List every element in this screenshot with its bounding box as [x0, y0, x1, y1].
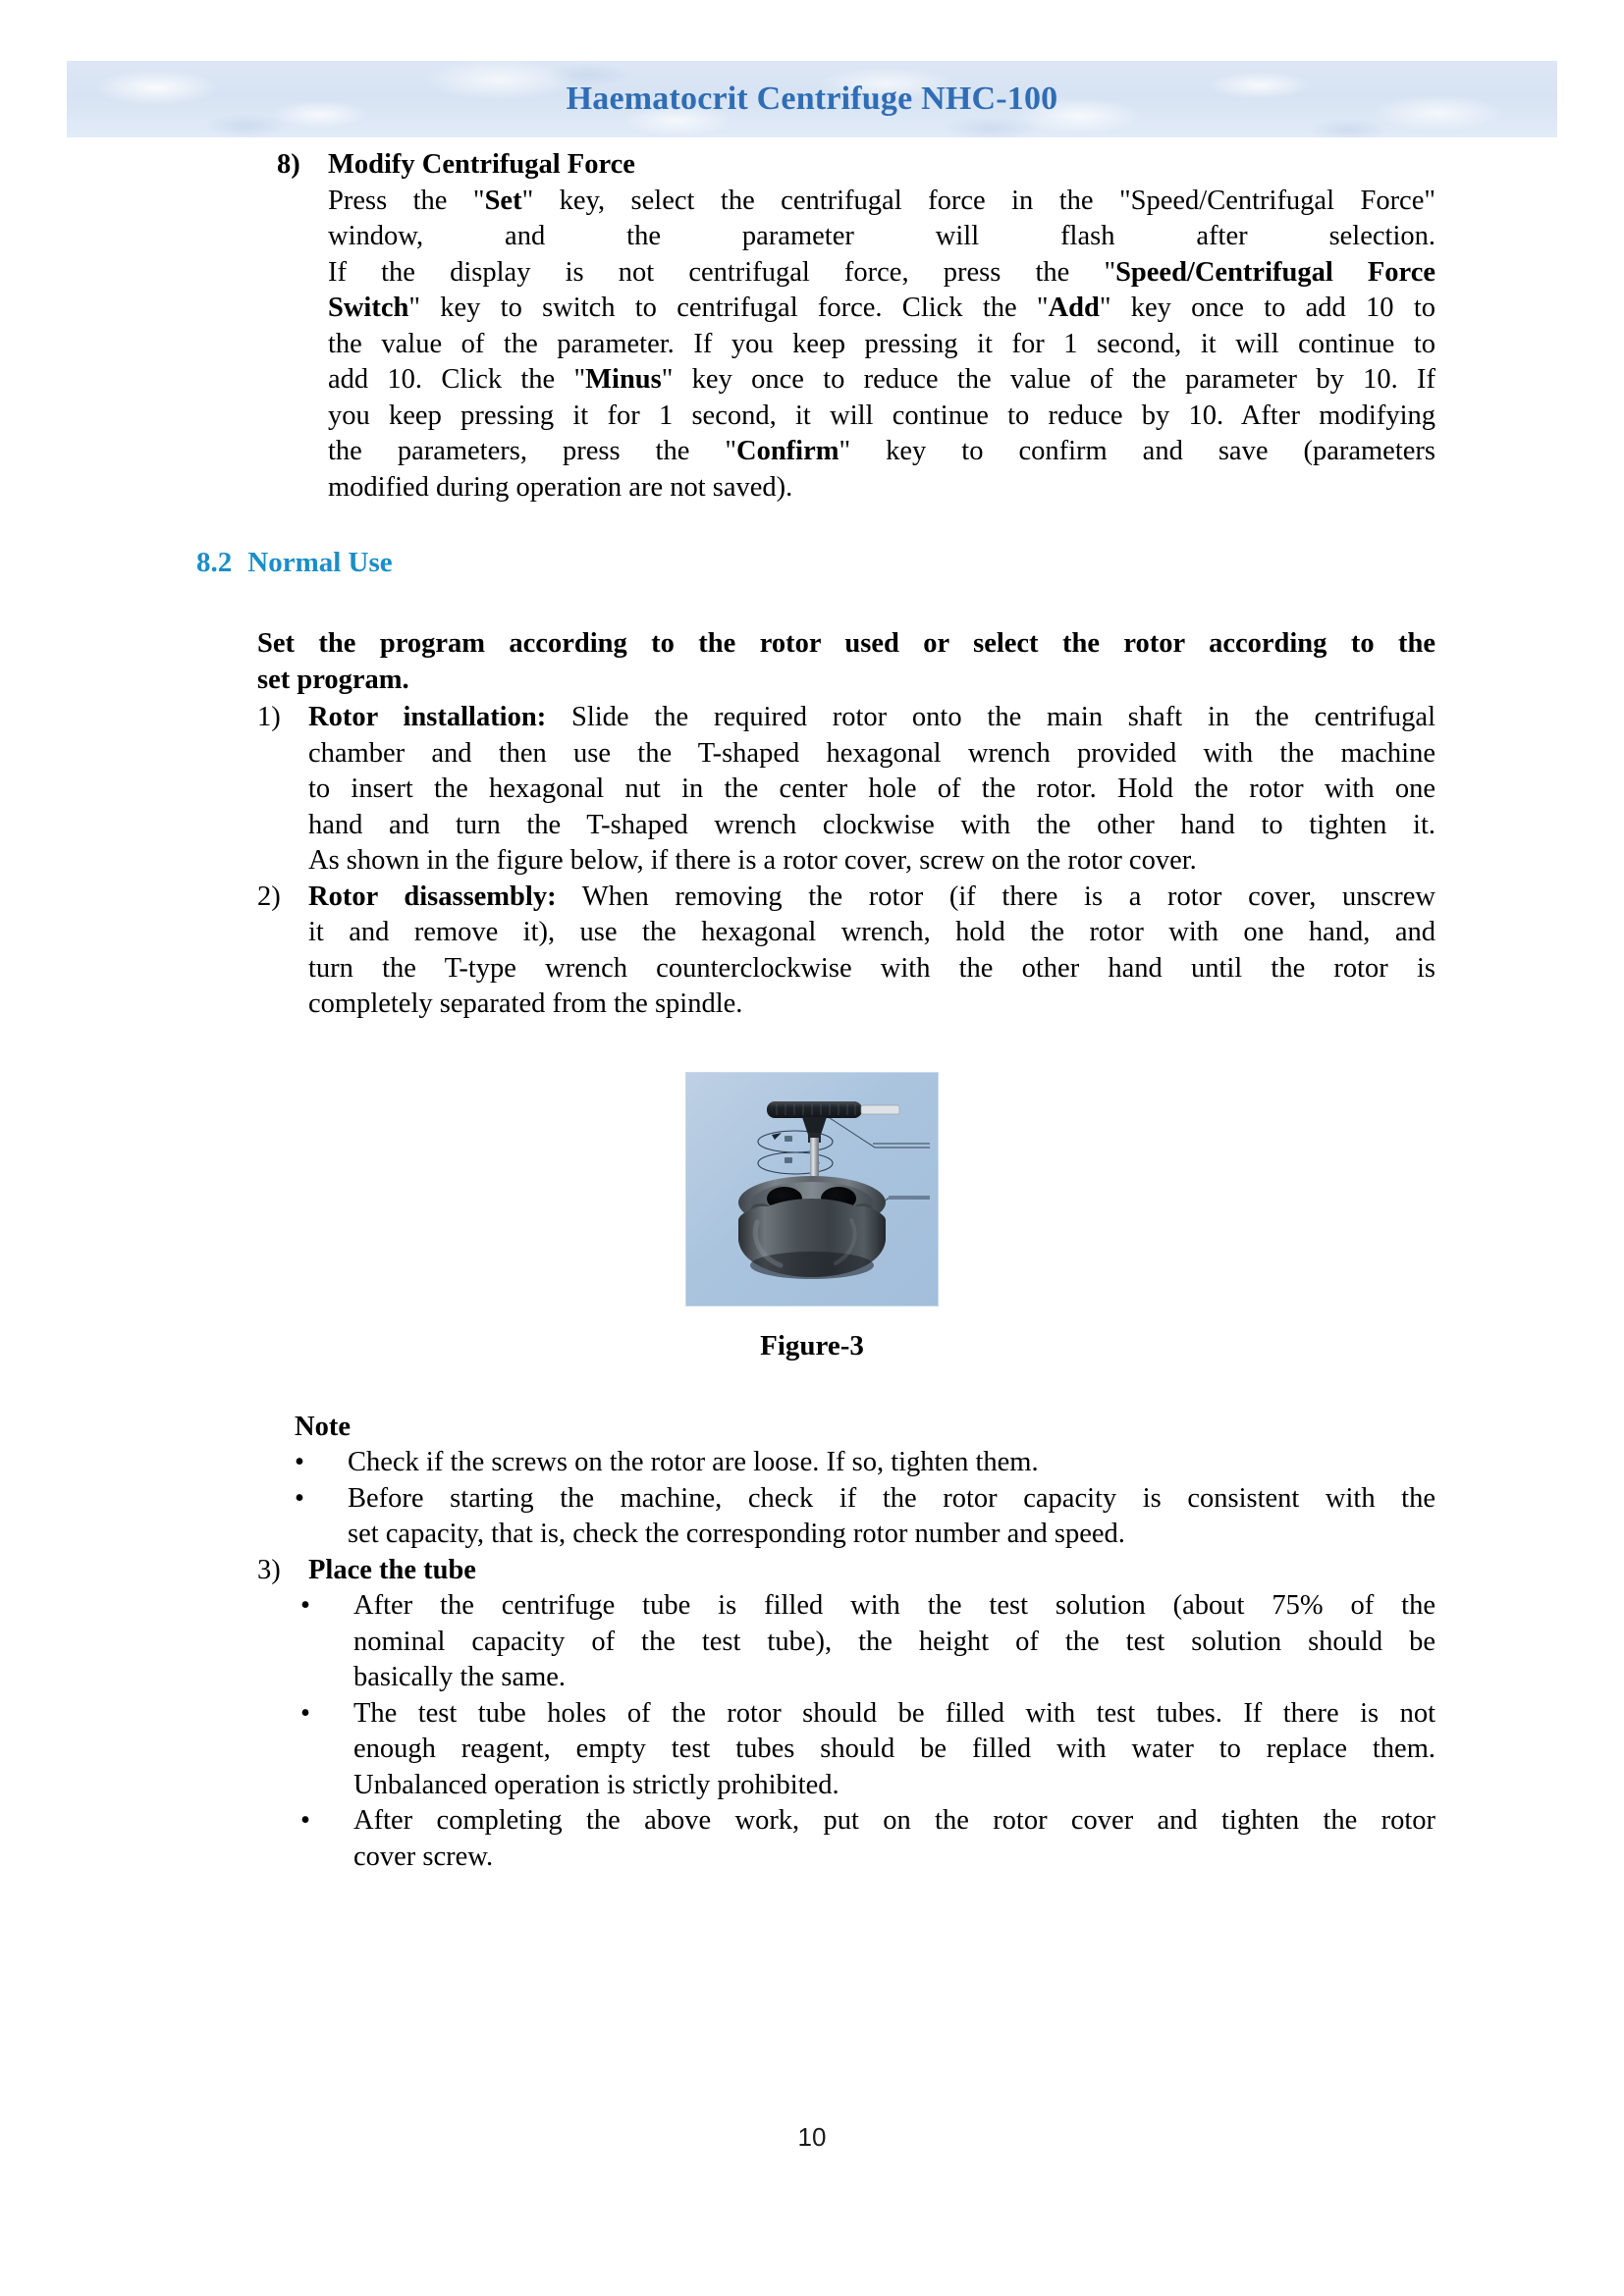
item-8-heading-row: [277, 147, 1435, 184]
item-2-row: [257, 880, 1435, 1023]
text-line: If the display is not centrifugal force, press the "Speed/Centrifugal Force: [328, 256, 1435, 288]
item-8-marker: 8): [277, 149, 300, 180]
numbered-item-3: [257, 1553, 1435, 1876]
bullet-icon: •: [295, 1447, 304, 1477]
text-line: Unbalanced operation is strictly prohibited.: [353, 1769, 839, 1800]
list-item-text: [353, 1588, 1435, 1696]
item-8-title: Modify Centrifugal Force: [328, 149, 635, 180]
text-line: Before starting the machine, check if the rotor capacity is consistent with the: [348, 1482, 1435, 1514]
item-2-marker: 2): [257, 881, 281, 912]
text-line: it and remove it), use the hexagonal wrench, hold the rotor with one hand, and: [308, 917, 1435, 947]
text-line: the value of the parameter. If you keep pressing it for 1 second, it will continue to: [328, 328, 1435, 359]
text-line: set program.: [257, 664, 409, 695]
section-heading-8-2: [196, 547, 1624, 579]
item-3-marker: 3): [257, 1554, 281, 1585]
text-line: Check if the screws on the rotor are loose. If so, tighten them.: [348, 1447, 1039, 1477]
item-2-text: [308, 880, 1435, 1023]
text-line: Rotor disassembly: When removing the rotor (if there is a rotor cover, unscrew: [308, 881, 1435, 912]
lead-paragraph: [257, 626, 1435, 698]
text-line: you keep pressing it for 1 second, it will continue to reduce by 10. After modifying: [328, 400, 1435, 431]
text-line: After the centrifuge tube is filled with the test solution (about 75% of the: [353, 1590, 1435, 1621]
section-number: 8.2: [196, 547, 233, 578]
figure-3-image: [685, 1072, 939, 1307]
item-8-text: [328, 184, 1435, 507]
item-8-paragraph: [277, 184, 1435, 507]
text-line: completely separated from the spindle.: [308, 988, 743, 1019]
text-line: add 10. Click the "Minus" key once to reduce the value of the parameter by 10. If: [328, 364, 1435, 395]
list-item-text: [353, 1696, 1435, 1804]
document-body: [0, 147, 1624, 1875]
note-bullet-list: [295, 1445, 1435, 1553]
figure-3-wrapper: [0, 1072, 1624, 1362]
bullet-icon: •: [300, 1590, 310, 1621]
numbered-item-1: [257, 700, 1435, 880]
list-item: [295, 1481, 1435, 1553]
item-1-text: [308, 700, 1435, 880]
note-block: [295, 1410, 1435, 1553]
text-line: The test tube holes of the rotor should be filled with test tubes. If there is not: [353, 1697, 1435, 1729]
text-line: to insert the hexagonal nut in the center hole of the rotor. Hold the rotor with one: [308, 774, 1435, 804]
text-line: enough reagent, empty test tubes should be filled with water to replace them.: [353, 1734, 1435, 1764]
item-3-bullet-list: [300, 1588, 1435, 1875]
note-title: Note: [295, 1411, 351, 1442]
text-line: Set the program according to the rotor used or select the rotor according to the: [257, 628, 1435, 659]
page-number: 10: [797, 2122, 827, 2152]
text-line: the parameters, press the "Confirm" key to confirm and save (parameters: [328, 436, 1435, 466]
text-line: set capacity, that is, check the corresponding rotor number and speed.: [348, 1519, 1125, 1549]
numbered-item-2: [257, 880, 1435, 1023]
text-line: chamber and then use the T-shaped hexagonal wrench provided with the machine: [308, 737, 1435, 769]
text-line: After completing the above work, put on the rotor cover and tighten the rotor: [353, 1805, 1435, 1836]
item-1-row: [257, 700, 1435, 880]
list-item: [300, 1696, 1435, 1804]
text-line: As shown in the figure below, if there is a rotor cover, screw on the rotor cover.: [308, 845, 1197, 876]
text-line: cover screw.: [353, 1841, 494, 1872]
text-line: nominal capacity of the test tube), the height of the test solution should be: [353, 1626, 1435, 1657]
page-title: Haematocrit Centrifuge NHC-100: [566, 80, 1058, 117]
item-3-heading-row: [257, 1553, 1435, 1589]
section-title: Normal Use: [247, 547, 393, 578]
list-item-text: [348, 1445, 1435, 1481]
bullet-icon: •: [300, 1805, 310, 1836]
text-line: turn the T-type wrench counterclockwise with the other hand until the rotor is: [308, 952, 1435, 984]
text-line: Switch" key to switch to centrifugal force. Click the "Add" key once to add 10 to: [328, 293, 1435, 323]
text-line: Press the "Set" key, select the centrifugal force in the "Speed/Centrifugal Force": [328, 185, 1435, 216]
text-line: window, and the parameter will flash after selection.: [328, 221, 1435, 251]
rotor-wrench-illustration: [686, 1073, 938, 1306]
list-item: [300, 1588, 1435, 1696]
bullet-icon: •: [295, 1482, 304, 1514]
lead-paragraph-text: [257, 626, 1435, 698]
list-item-text: [348, 1481, 1435, 1553]
bullet-icon: •: [300, 1697, 310, 1729]
text-line: Rotor installation: Slide the required rotor onto the main shaft in the centrifugal: [308, 702, 1436, 732]
text-line: hand and turn the T-shaped wrench clockwise with the other hand to tighten it.: [308, 809, 1435, 840]
numbered-item-8: [277, 147, 1435, 506]
figure-3-caption: Figure-3: [760, 1329, 864, 1362]
list-item: [295, 1445, 1435, 1481]
text-line: basically the same.: [353, 1662, 567, 1692]
page-header-band: [67, 61, 1557, 137]
item-3-title: Place the tube: [308, 1554, 476, 1585]
item-1-marker: 1): [257, 702, 281, 732]
list-item-text: [353, 1803, 1435, 1875]
page-footer: [0, 2122, 1624, 2153]
list-item: [300, 1803, 1435, 1875]
text-line: modified during operation are not saved).: [328, 471, 793, 503]
